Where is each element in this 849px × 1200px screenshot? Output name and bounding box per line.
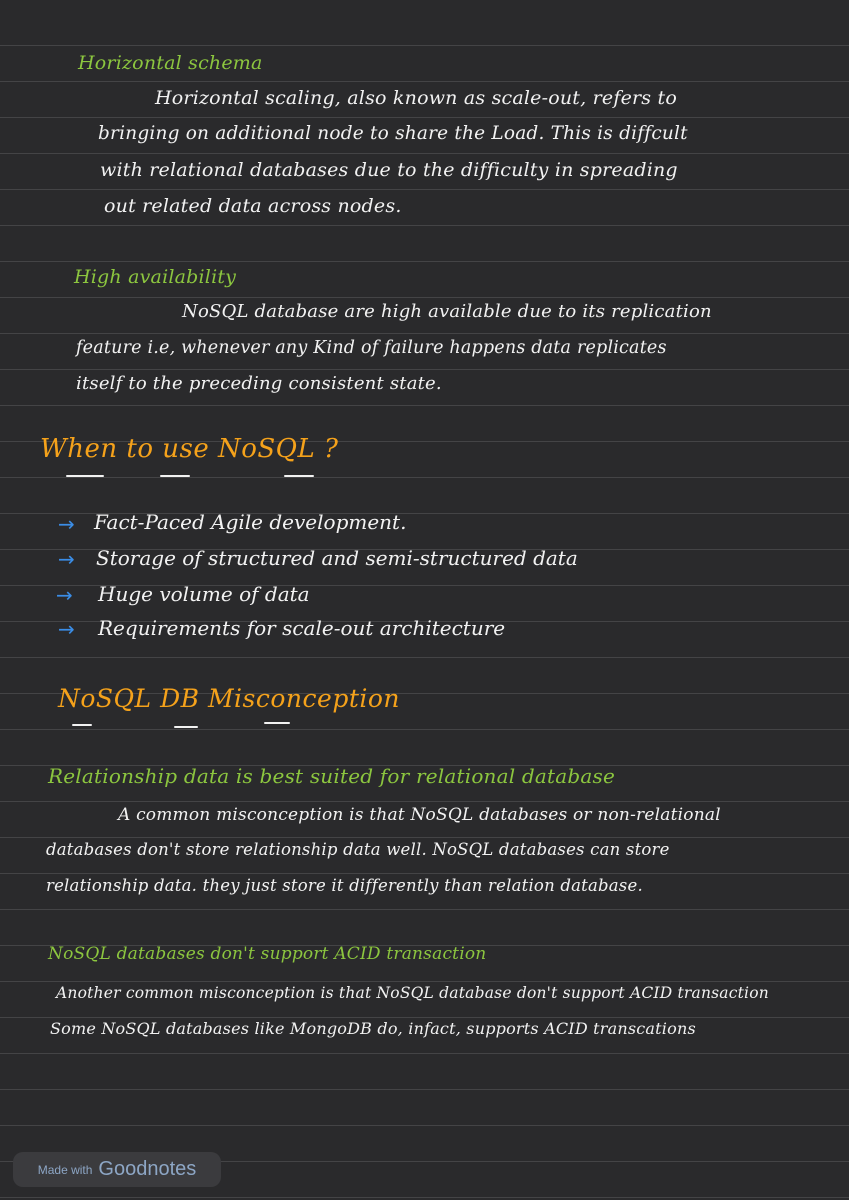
body-line: Some NoSQL databases like MongoDB do, infact, supports ACID transcations — [50, 1019, 696, 1038]
underline-dash — [66, 475, 104, 477]
bullet-item: Requirements for scale-out architecture — [98, 616, 506, 640]
body-line: Horizontal scaling, also known as scale-out, refers to — [155, 87, 677, 109]
high-availability-title: High availability — [74, 266, 237, 288]
arrow-right-icon: → — [56, 583, 73, 607]
body-line: relationship data. they just store it differently than relation database. — [46, 876, 643, 895]
goodnotes-badge[interactable] — [13, 1152, 221, 1187]
bullet-item: Fact-Paced Agile development. — [94, 510, 407, 534]
acid-subtitle: NoSQL databases don't support ACID transaction — [48, 944, 487, 964]
horizontal-schema-title: Horizontal schema — [78, 52, 263, 74]
badge-made-with: Made with — [37, 1162, 93, 1177]
underline-dash — [174, 726, 198, 728]
arrow-right-icon: → — [58, 617, 75, 641]
bullet-item: Storage of structured and semi-structured data — [96, 546, 578, 570]
body-line: A common misconception is that NoSQL databases or non-relational — [118, 805, 721, 825]
misconception-heading: NoSQL DB Misconception — [58, 684, 401, 713]
body-line: feature i.e, whenever any Kind of failure happens data replicates — [76, 338, 667, 358]
body-line: out related data across nodes. — [104, 195, 402, 217]
body-line: itself to the preceding consistent state. — [76, 373, 442, 394]
badge-brand: Goodnotes — [98, 1158, 197, 1180]
body-line: NoSQL database are high available due to its replication — [182, 301, 712, 322]
underline-dash — [160, 475, 190, 477]
arrow-right-icon: → — [58, 547, 75, 571]
underline-dash — [284, 475, 314, 477]
relationship-data-subtitle: Relationship data is best suited for relational database — [48, 764, 616, 788]
arrow-right-icon: → — [58, 512, 75, 536]
bullet-item: Huge volume of data — [98, 582, 310, 606]
underline-dash — [72, 724, 92, 726]
body-line: databases don't store relationship data well. NoSQL databases can store — [46, 840, 670, 859]
underline-dash — [264, 722, 290, 724]
body-line: bringing on additional node to share the Load. This is diffcult — [98, 123, 688, 144]
body-line: with relational databases due to the difficulty in spreading — [100, 159, 678, 181]
body-line: Another common misconception is that NoSQL database don't support ACID transaction — [56, 984, 769, 1002]
when-to-use-heading: When to use NoSQL ? — [40, 434, 339, 464]
